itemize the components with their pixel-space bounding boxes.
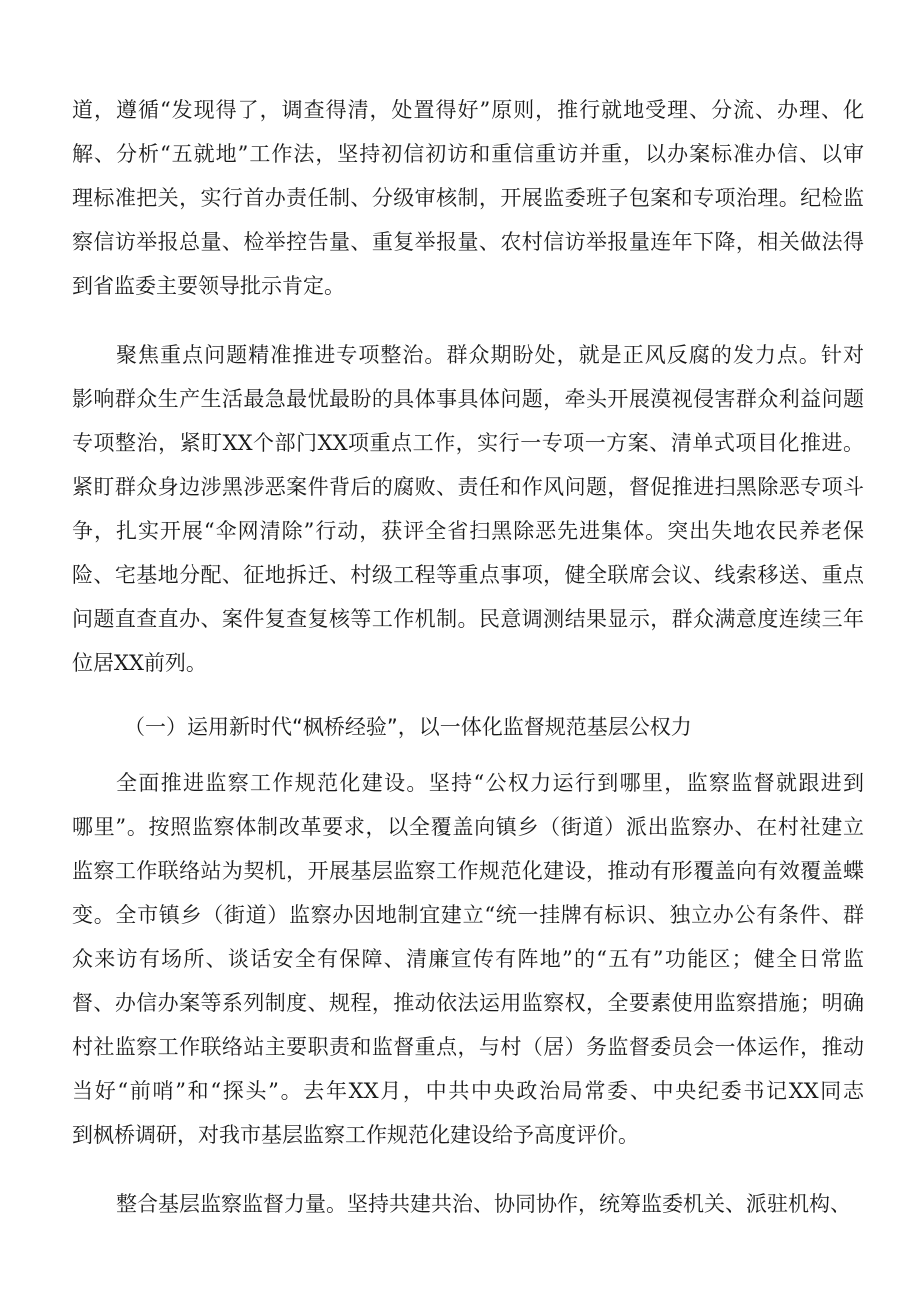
paragraph-line: 众来访有场所、谈话安全有保障、清廉宣传有阵地”的“五有”功能区；健全日常监	[72, 947, 864, 971]
paragraph-line: 到省监委主要领导批示肯定。	[72, 274, 345, 298]
paragraph-line: 道，遵循“发现得了，调查得清，处置得好”原则，推行就地受理、分流、办理、化	[72, 98, 864, 122]
paragraph-line: 险、宅基地分配、征地拆迁、村级工程等重点事项，健全联席会议、线索移送、重点	[72, 563, 864, 587]
paragraph-gap	[72, 308, 864, 333]
section-heading: （一）运用新时代“枫桥经验”，以一体化监督规范基层公权力	[124, 715, 692, 739]
paragraph-3	[72, 761, 864, 1157]
paragraph-line: 解、分析“五就地”工作法，坚持初信初访和重信重访并重，以办案标准办信、以审	[72, 142, 864, 166]
paragraph-line: 当好“前哨”和“探头”。去年XX月，中共中央政治局常委、中央纪委书记XX同志	[72, 1079, 864, 1103]
paragraph-2	[72, 333, 864, 685]
paragraph-line: 影响群众生产生活最急最忧最盼的具体事具体问题，牵头开展漠视侵害群众利益问题	[72, 387, 864, 411]
paragraph-line: 察信访举报总量、检举控告量、重复举报量、农村信访举报量连年下降，相关做法得	[72, 230, 864, 254]
paragraph-line: 全面推进监察工作规范化建设。坚持“公权力运行到哪里，监察监督就跟进到	[116, 771, 864, 795]
paragraph-line: 村社监察工作联络站主要职责和监督重点，与村（居）务监督委员会一体运作，推动	[72, 1035, 864, 1059]
paragraph-line: 督、办信办案等系列制度、规程，推动依法运用监察权，全要素使用监察措施；明确	[72, 991, 864, 1015]
paragraph-line: 监察工作联络站为契机，开展基层监察工作规范化建设，推动有形覆盖向有效覆盖蝶	[72, 859, 864, 883]
paragraph-line: 争，扎实开展“伞网清除”行动，获评全省扫黑除恶先进集体。突出失地农民养老保	[72, 519, 864, 543]
paragraph-line: 变。全市镇乡（街道）监察办因地制宜建立“统一挂牌有标识、独立办公有条件、群	[72, 903, 864, 927]
paragraph-line: 到枫桥调研，对我市基层监察工作规范化建设给予高度评价。	[72, 1123, 639, 1147]
paragraph-line: 位居XX前列。	[72, 651, 207, 675]
paragraph-gap	[72, 1157, 864, 1182]
document-page	[72, 88, 864, 1226]
paragraph-line: 哪里”。按照监察体制改革要求，以全覆盖向镇乡（街道）派出监察办、在村社建立	[72, 815, 864, 839]
paragraph-4	[72, 1182, 864, 1226]
paragraph-line: 紧盯群众身边涉黑涉恶案件背后的腐败、责任和作风问题，督促推进扫黑除恶专项斗	[72, 475, 864, 499]
paragraph-line: 专项整治，紧盯XX个部门XX项重点工作，实行一专项一方案、清单式项目化推进。	[72, 431, 864, 455]
paragraph-1	[72, 88, 864, 308]
paragraph-line: 整合基层监察监督力量。坚持共建共治、协同协作，统筹监委机关、派驻机构、	[116, 1192, 851, 1216]
paragraph-line: 理标准把关，实行首办责任制、分级审核制，开展监委班子包案和专项治理。纪检监	[72, 186, 864, 210]
paragraph-line: 聚焦重点问题精准推进专项整治。群众期盼处，就是正风反腐的发力点。针对	[116, 343, 864, 367]
paragraph-line: 问题直查直办、案件复查复核等工作机制。民意调测结果显示，群众满意度连续三年	[72, 607, 864, 631]
